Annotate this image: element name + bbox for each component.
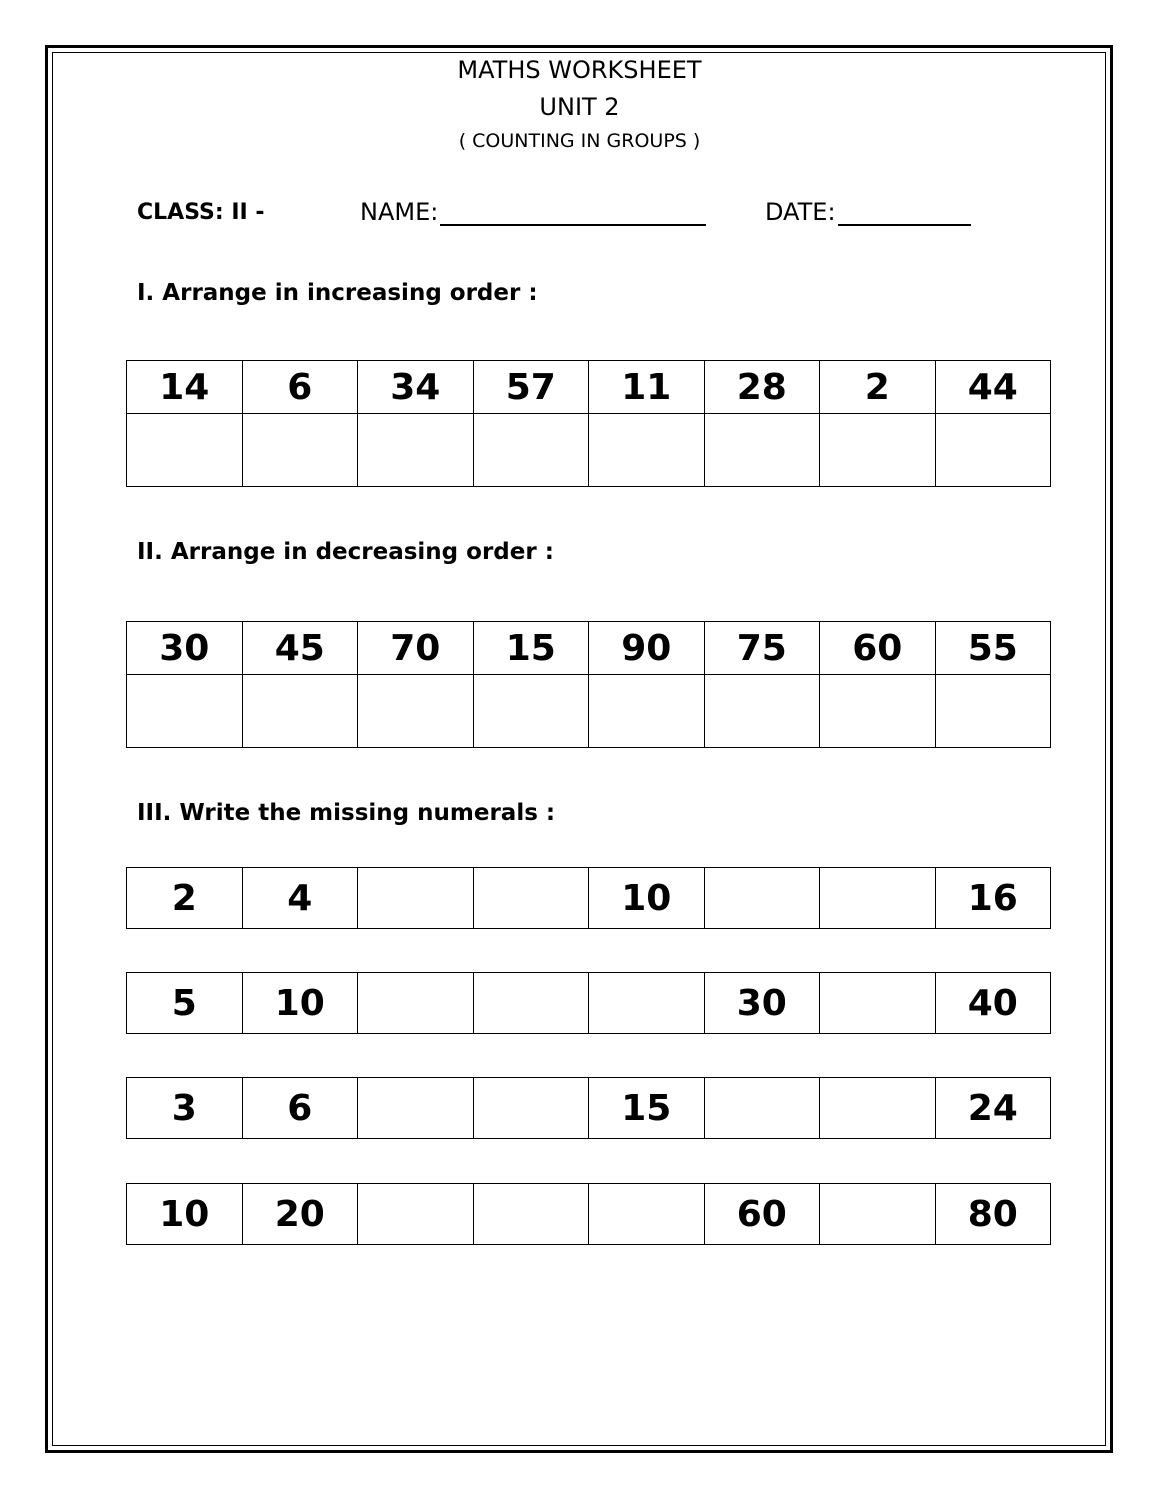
number-cell: 90 (589, 622, 705, 675)
section-1-table (126, 360, 1051, 487)
answer-cell[interactable] (704, 414, 820, 487)
blank-cell[interactable] (473, 1078, 589, 1139)
answer-cell[interactable] (704, 675, 820, 748)
answer-cell[interactable] (127, 675, 243, 748)
sequence-cell: 10 (127, 1184, 243, 1245)
sequence-cell: 40 (935, 973, 1051, 1034)
answer-cell[interactable] (358, 414, 474, 487)
answer-cell[interactable] (820, 414, 936, 487)
number-cell: 55 (935, 622, 1051, 675)
number-cell: 70 (358, 622, 474, 675)
worksheet-title: MATHS WORKSHEET (457, 56, 702, 84)
date-blank-line[interactable] (838, 200, 971, 226)
topic-title: ( COUNTING IN GROUPS ) (458, 130, 701, 152)
sequence-cell: 2 (127, 868, 243, 929)
answer-cell[interactable] (358, 675, 474, 748)
table-row (127, 973, 1051, 1034)
number-cell: 57 (473, 361, 589, 414)
table-row (127, 1078, 1051, 1139)
blank-cell[interactable] (704, 1078, 820, 1139)
number-cell: 30 (127, 622, 243, 675)
sequence-cell: 60 (704, 1184, 820, 1245)
number-cell: 11 (589, 361, 705, 414)
section-2-table (126, 621, 1051, 748)
sequence-cell: 10 (242, 973, 358, 1034)
date-label: DATE: (765, 198, 836, 226)
section-1-heading: I. Arrange in increasing order : (137, 280, 538, 306)
blank-cell[interactable] (473, 973, 589, 1034)
sequence-cell: 30 (704, 973, 820, 1034)
blank-cell[interactable] (473, 1184, 589, 1245)
number-cell: 2 (820, 361, 936, 414)
table-row (127, 1184, 1051, 1245)
blank-cell[interactable] (820, 1184, 936, 1245)
answer-cell[interactable] (589, 414, 705, 487)
number-cell: 45 (242, 622, 358, 675)
name-label: NAME: (360, 198, 439, 226)
answer-cell[interactable] (127, 414, 243, 487)
sequence-cell: 6 (242, 1078, 358, 1139)
sequence-table-1 (126, 867, 1051, 929)
table-row (127, 675, 1051, 748)
table-row (127, 414, 1051, 487)
sequence-table-3 (126, 1077, 1051, 1139)
section-2-heading: II. Arrange in decreasing order : (137, 539, 554, 565)
blank-cell[interactable] (358, 973, 474, 1034)
answer-cell[interactable] (242, 414, 358, 487)
answer-cell[interactable] (473, 414, 589, 487)
number-cell: 15 (473, 622, 589, 675)
blank-cell[interactable] (704, 868, 820, 929)
number-cell: 14 (127, 361, 243, 414)
number-cell: 44 (935, 361, 1051, 414)
sequence-cell: 5 (127, 973, 243, 1034)
sequence-cell: 3 (127, 1078, 243, 1139)
table-row (127, 868, 1051, 929)
sequence-table-2 (126, 972, 1051, 1034)
answer-cell[interactable] (473, 675, 589, 748)
class-label: CLASS: II - (137, 200, 265, 225)
name-blank-line[interactable] (440, 200, 706, 226)
number-cell: 6 (242, 361, 358, 414)
answer-cell[interactable] (935, 414, 1051, 487)
answer-cell[interactable] (242, 675, 358, 748)
unit-title: UNIT 2 (539, 93, 620, 121)
number-cell: 60 (820, 622, 936, 675)
blank-cell[interactable] (589, 973, 705, 1034)
blank-cell[interactable] (358, 1184, 474, 1245)
table-row (127, 361, 1051, 414)
number-cell: 28 (704, 361, 820, 414)
answer-cell[interactable] (935, 675, 1051, 748)
sequence-cell: 15 (589, 1078, 705, 1139)
blank-cell[interactable] (589, 1184, 705, 1245)
sequence-cell: 80 (935, 1184, 1051, 1245)
sequence-cell: 4 (242, 868, 358, 929)
sequence-table-4 (126, 1183, 1051, 1245)
sequence-cell: 20 (242, 1184, 358, 1245)
blank-cell[interactable] (820, 973, 936, 1034)
number-cell: 34 (358, 361, 474, 414)
number-cell: 75 (704, 622, 820, 675)
sequence-cell: 24 (935, 1078, 1051, 1139)
section-3-heading: III. Write the missing numerals : (137, 800, 556, 826)
sequence-cell: 16 (935, 868, 1051, 929)
blank-cell[interactable] (358, 1078, 474, 1139)
blank-cell[interactable] (473, 868, 589, 929)
answer-cell[interactable] (589, 675, 705, 748)
answer-cell[interactable] (820, 675, 936, 748)
blank-cell[interactable] (358, 868, 474, 929)
blank-cell[interactable] (820, 868, 936, 929)
sequence-cell: 10 (589, 868, 705, 929)
blank-cell[interactable] (820, 1078, 936, 1139)
table-row (127, 622, 1051, 675)
name-field[interactable] (360, 198, 706, 226)
date-field[interactable] (765, 198, 971, 226)
